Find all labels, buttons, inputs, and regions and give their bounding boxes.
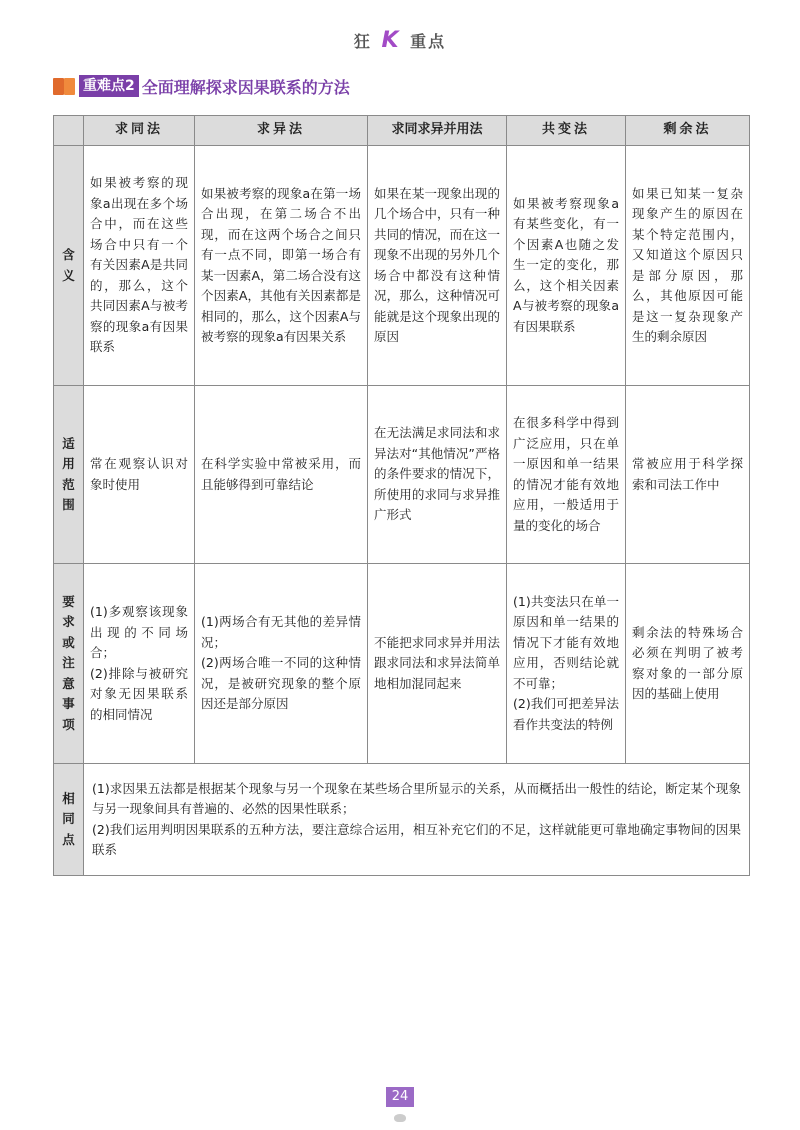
common-point-2: (2)我们运用判明因果联系的五种方法，要注意综合运用，相互补充它们的不足，这样就能更可靠地确定事物间的因果联系 bbox=[92, 821, 741, 857]
methods-table bbox=[53, 115, 750, 876]
table-cell: (1)共变法只在单一原因和单一结果的情况下才能有效地应用，否则结论就不可靠； (2)我们可把差异法看作共变法的特例 bbox=[507, 564, 626, 764]
bird-icon bbox=[394, 1114, 406, 1122]
row-label-meaning: 含义 bbox=[54, 146, 84, 386]
section-heading: 全面理解探求因果联系的方法 bbox=[141, 77, 350, 97]
header-k-logo: K bbox=[381, 28, 401, 53]
table-cell: 如果在某一现象出现的几个场合中，只有一种共同的情况，而在这一现象不出现的另外几个场合中都没有这种情况，那么，这种情况可能就是这个现象出现的原因 bbox=[368, 146, 507, 386]
col-header-joint: 求同求异并用法 bbox=[368, 116, 507, 146]
table-cell: 在无法满足求同法和求异法对“其他情况”严格的条件要求的情况下，所使用的求同与求异推广形式 bbox=[368, 386, 507, 564]
row-label-scope: 适用范围 bbox=[54, 386, 84, 564]
table-row bbox=[54, 386, 750, 564]
table-cell: 如果已知某一复杂现象产生的原因在某个特定范围内，又知道这个原因只是部分原因，那么，其他原因可能是这一复杂现象产生的剩余原因 bbox=[626, 146, 750, 386]
header-right-text: 重点 bbox=[410, 32, 447, 51]
table-cell: 如果被考察的现象a出现在多个场合中，而在这些场合中只有一个有关因素A是共同的，那么，这个共同因素A与被考察的现象a有因果联系 bbox=[84, 146, 195, 386]
table-cell: 剩余法的特殊场合必须在判明了被考察对象的一部分原因的基础上使用 bbox=[626, 564, 750, 764]
col-header-residue: 剩余法 bbox=[626, 116, 750, 146]
col-header-agreement: 求同法 bbox=[84, 116, 195, 146]
header-corner bbox=[54, 116, 84, 146]
header-left-text: 狂 bbox=[353, 32, 372, 51]
common-point-1: (1)求因果五法都是根据某个现象与另一个现象在某些场合里所显示的关系，从而概括出一般性的结论，断定某个现象与另一现象间具有普遍的、必然的因果性联系； bbox=[92, 780, 741, 816]
table-cell: 在科学实验中常被采用，而且能够得到可靠结论 bbox=[195, 386, 368, 564]
table-cell: 在很多科学中得到广泛应用，只在单一原因和单一结果的情况才能有效地应用，一般适用于量的变化的场合 bbox=[507, 386, 626, 564]
col-header-concomitant: 共变法 bbox=[507, 116, 626, 146]
table-header-row bbox=[54, 116, 750, 146]
row-label-notes: 要求或注意事项 bbox=[54, 564, 84, 764]
table-row bbox=[54, 146, 750, 386]
table-cell: 如果被考察现象a有某些变化，有一个因素A也随之发生一定的变化，那么，这个相关因素A与被考察的现象a有因果联系 bbox=[507, 146, 626, 386]
table-cell: (1)两场合有无其他的差异情况； (2)两场合唯一不同的这种情况，是被研究现象的整个原因还是部分原因 bbox=[195, 564, 368, 764]
table-cell: 如果被考察的现象a在第一场合出现，在第二场合不出现，而在这两个场合之间只有一点不同，即第一场合有某一因素A，第二场合没有这个因素A，其他有关因素都是相同的，那么，这个因素A与被考察的现象a有因果关系 bbox=[195, 146, 368, 386]
table-cell: 常被应用于科学探索和司法工作中 bbox=[626, 386, 750, 564]
table-row bbox=[54, 564, 750, 764]
section-title bbox=[53, 73, 350, 99]
table-cell: (1)多观察该现象出现的不同场合； (2)排除与被研究对象无因果联系的相同情况 bbox=[84, 564, 195, 764]
col-header-difference: 求异法 bbox=[195, 116, 368, 146]
table-cell: 常在观察认识对象时使用 bbox=[84, 386, 195, 564]
section-badge: 重难点2 bbox=[79, 75, 139, 97]
page-number: 24 bbox=[386, 1087, 414, 1107]
common-points-cell bbox=[84, 764, 750, 876]
table-cell: 不能把求同求异并用法跟求同法和求异法简单地相加混同起来 bbox=[368, 564, 507, 764]
table-row-common bbox=[54, 764, 750, 876]
page-header bbox=[0, 28, 800, 53]
row-label-common: 相同点 bbox=[54, 764, 84, 876]
book-icon bbox=[53, 75, 77, 97]
